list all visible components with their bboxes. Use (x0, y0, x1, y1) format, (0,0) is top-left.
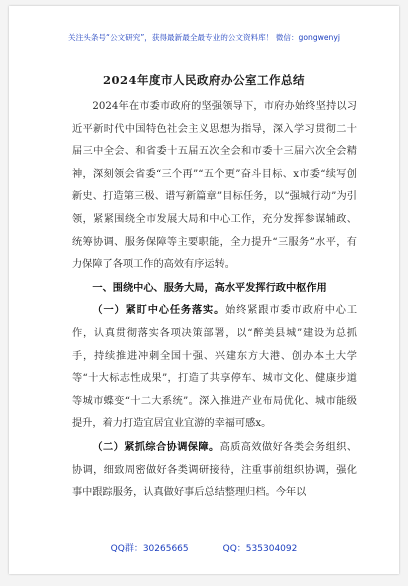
item-paragraph-2 (72, 436, 357, 505)
document-page (9, 6, 399, 574)
section-heading-1: 一、围绕中心、服务大局，高水平发挥行政中枢作用 (92, 281, 327, 294)
footer-qq: QQ：535304092 (222, 544, 298, 554)
item-text-1: 始终紧跟市委市政府中心工作，认真贯彻落实各项决策部署，以“醉美县城”建设为总抓手，持续推进冲刺全国十强、兴建东方大港、创办本土大学等“十大标志性成果”，打造了共享停车、城市文化、健康步道等城市蝶变“十二大系统”。深入推进产业布局优化、城市能级提升，着力打造宜居宜业宜游的幸福可感x。 (72, 305, 358, 430)
header-promo-note: 关注头条号“公文研究”，获得最新最全最专业的公文资料库！ 微信：gongwenyj (68, 33, 340, 42)
document-title: 2024年度市人民政府办公室工作总结 (102, 73, 305, 87)
item-text-2: 高质高效做好各类会务组织、协调，细致周密做好各类调研接待，注重事前组织协调，强化事中跟踪服务，认真做好事后总结整理归档。今年以 (72, 441, 358, 499)
intro-paragraph: 2024年在市委市政府的坚强领导下，市府办始终坚持以习近平新时代中国特色社会主义思想为指导，深入学习贯彻二十届三中全会、和省委十五届五次全会和市委十三届六次全会精神，深刻领会省委“三个再”“五个更”奋斗目标、x市委“续写创新史、打造第三极、谱写新篇章”目标任务，以“强城行动”为引领，紧紧围绕全市发展大局和中心工作，充分发挥参谋辅政、统筹协调、服务保障等主要职能，全力提升“三服务”水平，有力保障了各项工作的高效有序运转。 (72, 101, 357, 271)
footer-qq-group: QQ群：30265665 (110, 544, 189, 554)
item-label-2: （二）紧抓综合协调保障。 (92, 440, 220, 453)
footer-contact (9, 541, 399, 554)
item-paragraph-1 (72, 299, 357, 436)
document-body (72, 96, 357, 505)
item-label-1: （一）紧盯中心任务落实。 (92, 304, 226, 317)
